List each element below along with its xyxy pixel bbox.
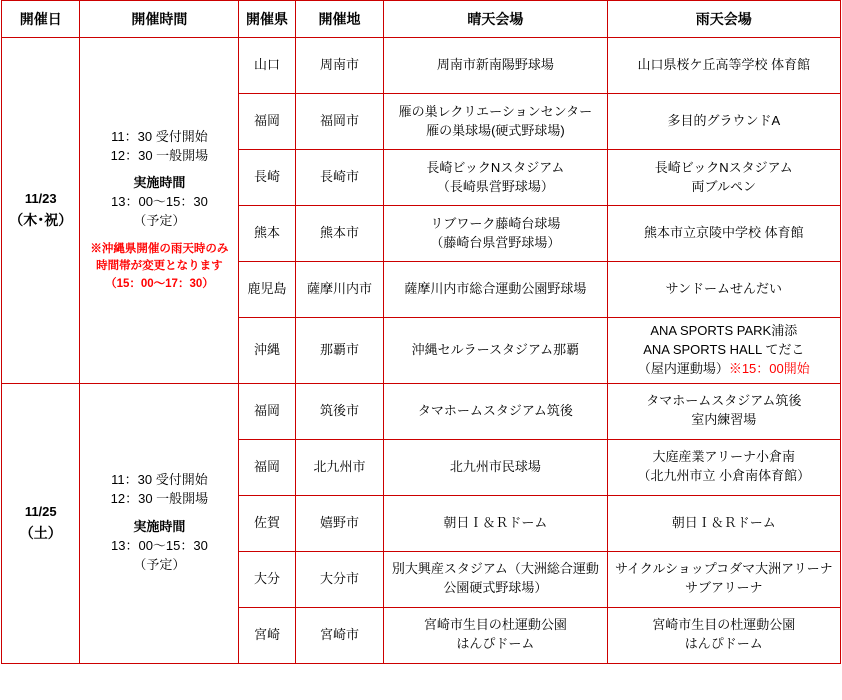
date-main: 11/25 (24, 503, 57, 519)
date-dow: （土） (19, 524, 62, 541)
venue-line: 北九州市民球場 (449, 458, 541, 474)
time-line-5: （予定） (133, 213, 186, 229)
city-cell: 那覇市 (295, 318, 384, 384)
prefecture-cell: 宮崎 (239, 607, 295, 663)
header-row (2, 1, 841, 38)
fine-venue-cell (384, 206, 607, 262)
time-note-line-1: ※沖縄県開催の雨天時のみ (90, 243, 229, 255)
venue-line: 朝日Ｉ＆Ｒドーム (671, 514, 776, 530)
prefecture-cell: 福岡 (239, 383, 295, 439)
venue-line: 薩摩川内市総合運動公園野球場 (404, 281, 587, 297)
prefecture-cell: 長崎 (239, 150, 295, 206)
venue-line: 室内練習場 (691, 412, 757, 428)
rain-venue-cell (607, 150, 840, 206)
time-cell (80, 383, 239, 663)
venue-line: タマホームスタジアム筑後 (646, 393, 802, 409)
prefecture-cell: 佐賀 (239, 495, 295, 551)
time-note (83, 241, 235, 293)
venue-line: 長崎ビックNスタジアム (426, 159, 565, 175)
venue-line: （長崎県営野球場） (436, 178, 554, 194)
fine-venue-cell (384, 318, 607, 384)
table-row (2, 383, 841, 439)
venue-line: サンドームせんだい (665, 281, 782, 297)
time-line-3: 実施時間 (133, 519, 186, 535)
city-cell: 北九州市 (295, 439, 384, 495)
venue-line: タマホームスタジアム筑後 (417, 402, 573, 418)
venue-line: 沖縄セルラースタジアム那覇 (411, 341, 580, 357)
venue-line: ANA SPORTS HALL てだこ (643, 341, 805, 357)
city-cell: 宮崎市 (295, 607, 384, 663)
rain-venue-cell (607, 607, 840, 663)
venue-line: 宮崎市生目の杜運動公園 (423, 617, 567, 633)
venue-line: （北九州市立 小倉南体育館） (637, 468, 811, 484)
fine-venue-cell (384, 94, 607, 150)
time-line-4: 13：00～15：30 (111, 194, 208, 210)
rain-venue-cell (607, 206, 840, 262)
fine-venue-cell (384, 383, 607, 439)
prefecture-cell: 沖縄 (239, 318, 295, 384)
header-time: 開催時間 (80, 1, 239, 38)
prefecture-cell: 大分 (239, 551, 295, 607)
schedule-table (1, 0, 841, 664)
venue-line: 雁の巣レクリエーションセンター (398, 103, 593, 119)
time-line-1: 11：30 受付開始 (111, 472, 208, 488)
time-line-1: 11：30 受付開始 (111, 128, 208, 144)
venue-line: はんぴドーム (456, 636, 535, 652)
rain-venue-cell (607, 551, 840, 607)
header-prefecture: 開催県 (239, 1, 295, 38)
venue-line: リブワーク藤崎台球場 (430, 215, 561, 231)
city-cell: 薩摩川内市 (295, 262, 384, 318)
venue-line: 雁の巣球場(硬式野球場) (426, 122, 565, 138)
venue-line: （屋内運動場） (637, 360, 729, 376)
venue-line: 朝日Ｉ＆Ｒドーム (443, 514, 548, 530)
city-cell: 周南市 (295, 38, 384, 94)
header-city: 開催地 (295, 1, 384, 38)
prefecture-cell: 熊本 (239, 206, 295, 262)
city-cell: 嬉野市 (295, 495, 384, 551)
prefecture-cell: 福岡 (239, 94, 295, 150)
venue-line: （藤崎台県営野球場） (430, 234, 561, 250)
time-line-5: （予定） (133, 556, 186, 572)
city-cell: 福岡市 (295, 94, 384, 150)
venue-line: サイクルショップコダマ大洲アリーナ (614, 561, 833, 577)
prefecture-cell: 鹿児島 (239, 262, 295, 318)
rain-venue-cell (607, 38, 840, 94)
venue-line-with-note (611, 360, 837, 379)
date-cell (2, 383, 80, 663)
fine-venue-cell (384, 607, 607, 663)
rain-venue-cell (607, 495, 840, 551)
fine-venue-cell (384, 262, 607, 318)
time-spacer (83, 165, 235, 174)
time-cell (80, 38, 239, 384)
rain-venue-cell (607, 262, 840, 318)
table-row (2, 38, 841, 94)
date-cell (2, 38, 80, 384)
fine-venue-cell (384, 551, 607, 607)
date-dow: （木･祝） (9, 212, 73, 229)
prefecture-cell: 山口 (239, 38, 295, 94)
city-cell: 熊本市 (295, 206, 384, 262)
time-note-line-2: 時間帯が変更となります (96, 260, 223, 273)
rain-venue-cell (607, 383, 840, 439)
rain-venue-cell (607, 94, 840, 150)
time-line-2: 12：30 一般開場 (110, 491, 209, 507)
fine-venue-cell (384, 38, 607, 94)
table-body (2, 38, 841, 664)
time-line-2: 12：30 一般開場 (110, 147, 209, 163)
header-rain-venue: 雨天会場 (607, 1, 840, 38)
city-cell: 筑後市 (295, 383, 384, 439)
venue-line: 大庭産業アリーナ小倉南 (652, 449, 796, 465)
venue-line: サブアリーナ (685, 580, 763, 596)
fine-venue-cell (384, 439, 607, 495)
fine-venue-cell (384, 150, 607, 206)
venue-line: 多目的グラウンドA (667, 113, 781, 129)
city-cell: 大分市 (295, 551, 384, 607)
table-header (2, 1, 841, 38)
rain-venue-cell (607, 318, 840, 384)
prefecture-cell: 福岡 (239, 439, 295, 495)
time-line-4: 13：00～15：30 (111, 537, 208, 553)
venue-line: 宮崎市生目の杜運動公園 (652, 617, 796, 633)
venue-line: 公園硬式野球場） (443, 580, 548, 596)
venue-line: 長崎ビックNスタジアム (654, 159, 793, 175)
venue-line: 周南市新南陽野球場 (436, 57, 554, 73)
time-spacer (83, 509, 235, 518)
venue-line: 別大興産スタジアム（大洲総合運動 (391, 561, 599, 577)
venue-line: 山口県桜ケ丘高等学校 体育館 (637, 57, 811, 73)
venue-line: 両ブルペン (691, 178, 757, 194)
venue-line: ANA SPORTS PARK浦添 (650, 323, 798, 338)
header-fine-venue: 晴天会場 (384, 1, 607, 38)
rain-start-note: ※15：00開始 (728, 360, 810, 376)
header-date: 開催日 (2, 1, 80, 38)
date-main: 11/23 (24, 191, 57, 207)
venue-line: 熊本市立京陵中学校 体育館 (643, 225, 804, 241)
fine-venue-cell (384, 495, 607, 551)
rain-venue-cell (607, 439, 840, 495)
venue-line: はんぴドーム (684, 636, 763, 652)
city-cell: 長崎市 (295, 150, 384, 206)
time-note-line-3: （15：00～17：30） (105, 277, 214, 290)
time-line-3: 実施時間 (133, 175, 186, 191)
